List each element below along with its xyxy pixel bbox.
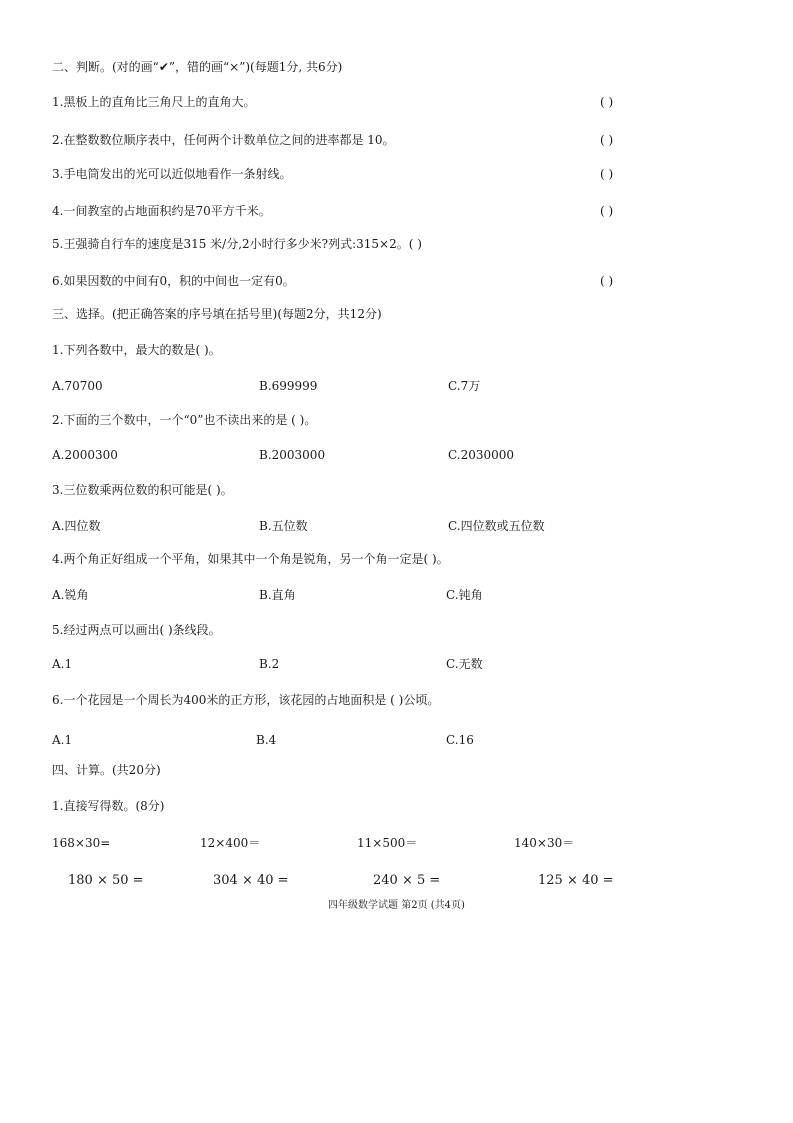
option-1a: A.70700 [52,379,103,393]
choice-question-1: 1.下列各数中，最大的数是( )。 [52,343,221,357]
option-3c: C.四位数或五位数 [448,519,545,533]
option-3b: B.五位数 [259,519,308,533]
answer-paren-1: ( ) [600,95,614,109]
option-1b: B.699999 [259,379,318,393]
choice-question-4: 4.两个角正好组成一个平角，如果其中一个角是锐角，另一个角一定是( )。 [52,552,449,566]
answer-paren-2: ( ) [600,133,614,147]
choice-question-6: 6.一个花园是一个周长为400米的正方形，该花园的占地面积是 ( )公顷。 [52,693,440,707]
option-5c: C.无数 [446,657,483,671]
judge-item-3: 3.手电筒发出的光可以近似地看作一条射线。 [52,167,292,181]
calc-problem-1: 168×30= [52,836,111,850]
choice-question-2: 2.下面的三个数中，一个“0”也不读出来的是 ( )。 [52,413,317,427]
option-6c: C.16 [446,733,474,747]
option-4a: A.锐角 [52,588,89,602]
answer-paren-3: ( ) [600,167,614,181]
calc-problem-6: 304 × 40 = [213,873,289,888]
calc-subheading: 1.直接写得数。(8分) [52,799,165,813]
option-4c: C.钝角 [446,588,483,602]
judge-item-4: 4.一间教室的占地面积约是70平方千米。 [52,204,271,218]
option-6b: B.4 [256,733,277,747]
option-6a: A.1 [52,733,73,747]
option-5a: A.1 [52,657,73,671]
calc-problem-8: 125 × 40 = [538,873,614,888]
calc-problem-3: 11×500＝ [357,836,418,850]
option-2b: B.2003000 [259,448,326,462]
calc-heading: 四、计算。(共20分) [52,763,161,777]
judge-heading: 二、判断。(对的画“✔”，错的画“×”)(每题1分, 共6分) [52,60,343,74]
calc-problem-2: 12×400＝ [200,836,261,850]
calc-problem-5: 180 × 50 = [68,873,144,888]
option-2c: C.2030000 [448,448,515,462]
option-1c: C.7万 [448,379,481,393]
option-3a: A.四位数 [52,519,101,533]
page-footer: 四年级数学试题 第2页 (共4页) [328,900,465,911]
choice-question-5: 5.经过两点可以画出( )条线段。 [52,623,221,637]
option-4b: B.直角 [259,588,296,602]
calc-problem-7: 240 × 5 = [373,873,441,888]
option-5b: B.2 [259,657,280,671]
answer-paren-6: ( ) [600,274,614,288]
calc-problem-4: 140×30＝ [514,836,575,850]
judge-item-6: 6.如果因数的中间有0，积的中间也一定有0。 [52,274,295,288]
choice-question-3: 3.三位数乘两位数的积可能是( )。 [52,483,233,497]
judge-item-5: 5.王强骑自行车的速度是315 米/分,2小时行多少米?列式:315×2。( ) [52,237,422,251]
judge-item-2: 2.在整数数位顺序表中，任何两个计数单位之间的进率都是 10。 [52,133,395,147]
answer-paren-4: ( ) [600,204,614,218]
judge-item-1: 1.黑板上的直角比三角尺上的直角大。 [52,95,256,109]
option-2a: A.2000300 [52,448,118,462]
choice-heading: 三、选择。(把正确答案的序号填在括号里)(每题2分，共12分) [52,307,382,321]
